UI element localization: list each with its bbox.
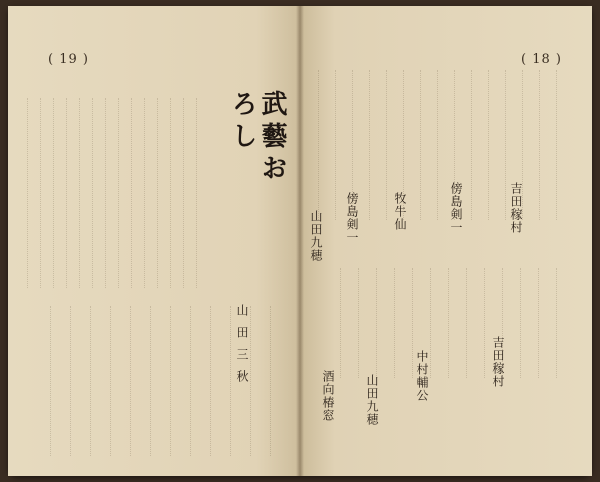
- verse-column: [466, 268, 481, 378]
- verse-column: [471, 70, 486, 220]
- body-column: [183, 98, 197, 288]
- poet-name: 山田九穂: [309, 210, 323, 262]
- open-book: [8, 6, 592, 476]
- poet-name: 酒向椿窓: [321, 370, 335, 422]
- verse-column: [369, 70, 384, 220]
- verse-column: [376, 268, 391, 378]
- body-column: [79, 98, 93, 288]
- body-column: [66, 98, 80, 288]
- chapter-subtitle: [236, 196, 250, 286]
- verse-column: [420, 70, 435, 220]
- verse-column: [318, 70, 333, 220]
- lower-column: [250, 306, 265, 456]
- body-column: [27, 98, 41, 288]
- body-column: [92, 98, 106, 288]
- poet-name: 吉田稼村: [491, 336, 505, 388]
- lower-column: [190, 306, 205, 456]
- book-gutter: [296, 6, 304, 476]
- body-column: [157, 98, 171, 288]
- poet-name: 傍島剣一: [449, 182, 463, 234]
- verse-column: [358, 268, 373, 378]
- verse-column: [538, 268, 553, 378]
- lower-column: [150, 306, 165, 456]
- chapter-intro: [214, 90, 230, 290]
- body-column: [40, 98, 54, 288]
- body-column: [105, 98, 119, 288]
- body-column: [131, 98, 145, 288]
- lower-column: [70, 306, 85, 456]
- poet-name: 吉田稼村: [509, 182, 523, 234]
- poet-name: 傍島剣一: [345, 192, 359, 244]
- lower-column: [210, 306, 225, 456]
- verse-column: [520, 268, 535, 378]
- chapter-author: 山田三秋: [235, 304, 249, 392]
- chapter-title: 武藝おろし: [227, 90, 287, 186]
- verse-column: [448, 268, 463, 378]
- verse-column: [340, 268, 355, 378]
- verse-column: [488, 70, 503, 220]
- verse-column: [394, 268, 409, 378]
- lower-column: [50, 306, 65, 456]
- verse-column: [556, 268, 571, 378]
- left-page-number: ( 19 ): [48, 52, 89, 67]
- lower-column: [130, 306, 145, 456]
- verse-column: [522, 70, 537, 220]
- poet-name: 中村輔公: [415, 350, 429, 402]
- right-page-number: ( 18 ): [521, 52, 562, 67]
- body-column: [196, 98, 210, 288]
- poet-name: 山田九穂: [365, 374, 379, 426]
- verse-column: [556, 70, 571, 220]
- body-column: [53, 98, 67, 288]
- verse-column: [539, 70, 554, 220]
- body-column: [144, 98, 158, 288]
- lower-column: [90, 306, 105, 456]
- verse-column: [430, 268, 445, 378]
- lower-column: [170, 306, 185, 456]
- lower-column: [110, 306, 125, 456]
- body-column: [118, 98, 132, 288]
- lower-column: [230, 306, 245, 456]
- poet-name: 牧牛仙: [393, 192, 407, 231]
- lower-column: [270, 306, 285, 456]
- body-column: [170, 98, 184, 288]
